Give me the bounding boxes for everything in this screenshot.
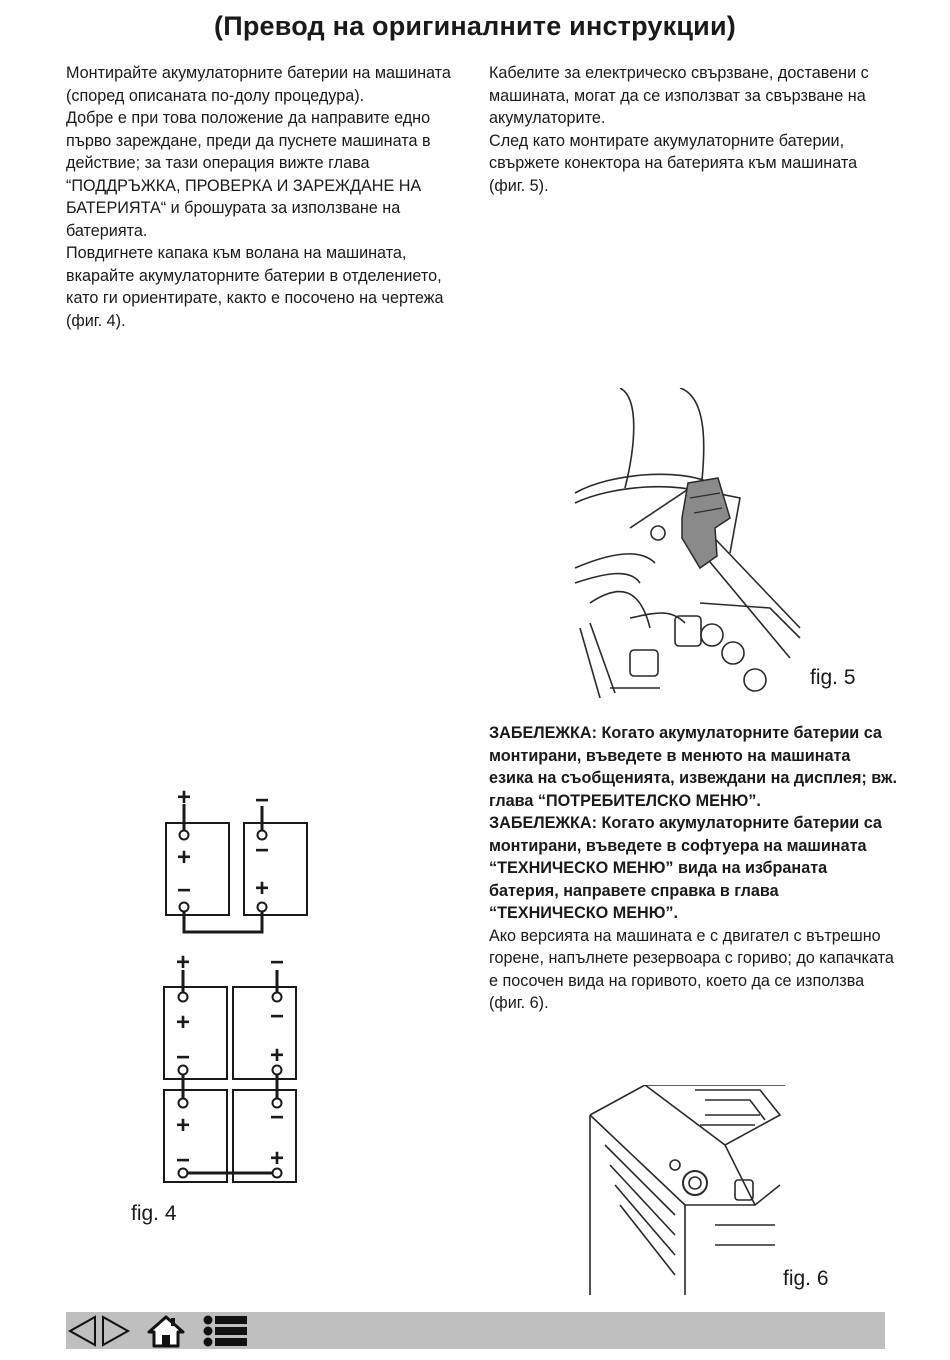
minus-sign: − [269,1104,285,1131]
home-icon[interactable] [146,1314,186,1348]
battery-box [164,987,227,1079]
notes-block [489,722,899,1015]
fig4-caption: fig. 4 [131,1202,177,1225]
battery-box [244,823,307,915]
page-title: (Превод на оригиналните инструкции) [214,11,736,41]
battery-box [164,1090,227,1182]
battery-connector [682,478,730,568]
cables-paragraph-1: Кабелите за електрическо свързване, доставени с машината, могат да се използват за свързване на акумулаторите. [489,64,869,127]
minus-sign: − [176,877,192,904]
intro-paragraph-2: Добре е при това положение да направите едно първо зареждане, преди да пуснете машината в действие; за тази операция вижте глава “ПОДДРЪЖКА, ПРОВЕРКА И ЗАРЕЖДАНЕ НА БАТЕРИЯТА“ и брошурата за използване на батерията. [66,109,431,240]
battery-box [166,823,229,915]
minus-sign: − [175,1044,191,1071]
minus-sign: − [254,787,270,814]
plus-sign: + [176,784,192,811]
minus-sign: − [269,949,285,976]
plus-sign: + [175,1009,191,1036]
plus-sign: + [175,949,191,976]
battery-wiring-diagram [150,780,330,1190]
plus-sign: + [254,875,270,902]
minus-sign: − [175,1147,191,1174]
navigation-bar [66,1312,885,1349]
battery-connector-illustration [570,388,805,698]
note-language: ЗАБЕЛЕЖКА: Когато акумулаторните батерии са монтирани, въведете в менюто на машината езика на съобщенията, извеждани на дисплея; вж. глава “ПОТРЕБИТЕЛСКО МЕНЮ”. [489,724,898,810]
plus-sign: + [269,1042,285,1069]
minus-sign: − [254,837,270,864]
contents-list-icon[interactable] [202,1314,250,1348]
cables-column [489,62,889,197]
cables-paragraph-2: След като монтирате акумулаторните батерии, свържете конектора на батерията към машината (фиг. 5). [489,131,858,195]
fuel-cap-illustration [585,1085,785,1295]
next-page-icon[interactable] [100,1314,132,1348]
battery-box [233,1090,296,1182]
plus-sign: + [176,844,192,871]
battery-box [233,987,296,1079]
fig6-caption: fig. 6 [783,1267,829,1290]
plus-sign: + [175,1112,191,1139]
note-battery-type: ЗАБЕЛЕЖКА: Когато акумулаторните батерии са монтирани, въведете в софтуера на машината “ТЕХНИЧЕСКО МЕНЮ” вида на избраната батерия, направете справка в глава “ТЕХНИЧЕСКО МЕНЮ”. [489,814,882,922]
intro-paragraph-1: Монтирайте акумулаторните батерии на машината (според описаната по-долу процедура). [66,64,451,105]
minus-sign: − [269,1003,285,1030]
plus-sign: + [269,1145,285,1172]
fuel-paragraph: Ако версията на машината е с двигател с вътрешно горене, напълнете резервоара с гориво; до капачката е посочен вида на горивото, което да се използва (фиг. 6). [489,926,894,1012]
intro-column [66,62,466,332]
intro-paragraph-3: Повдигнете капака към волана на машината, вкарайте акумулаторните батерии в отделението, като ги ориентирате, както е посочено на чертежа (фиг. 4). [66,244,444,330]
fig5-caption: fig. 5 [810,666,856,689]
prev-page-icon[interactable] [66,1314,98,1348]
